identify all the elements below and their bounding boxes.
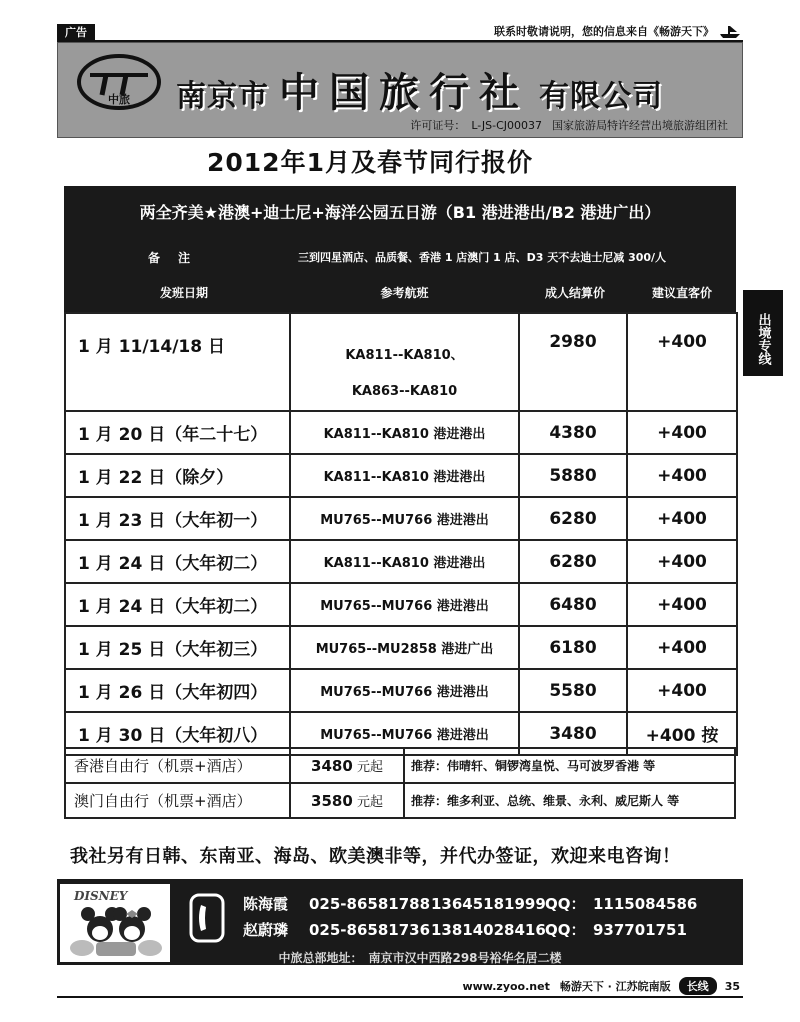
row-date: 1 月 30 日（大年初八） (65, 712, 290, 755)
contact-tel: 025-86581788 (309, 895, 431, 913)
row-date: 1 月 20 日（年二十七） (65, 411, 290, 454)
header-price: 成人结算价 (544, 286, 605, 300)
phone-icon (189, 893, 225, 943)
ad-label: 广告 (57, 24, 95, 41)
disney-text: DISNEY (74, 889, 128, 903)
row-price: 2980 (519, 313, 627, 411)
row-flight (290, 313, 519, 411)
cits-logo-icon (76, 53, 162, 111)
free-travel-price-unit: 元起 (356, 760, 383, 775)
page-footer (462, 977, 740, 995)
footer-rule (57, 996, 743, 998)
table-row (65, 497, 737, 540)
contact-row (243, 919, 687, 940)
row-suggest: +400 (627, 540, 737, 583)
price-table (64, 312, 738, 756)
contact-qq-label: QQ： (545, 895, 586, 913)
address-label: 中旅总部地址： (278, 951, 363, 965)
free-travel-price-value: 3480 (311, 757, 353, 775)
source-notice: 联系时敬请说明，您的信息来自《畅游天下》 (494, 25, 714, 38)
row-flight: MU765--MU766 港进港出 (290, 497, 519, 540)
row-date: 1 月 25 日（大年初三） (65, 626, 290, 669)
company-main: 中国旅行社 (279, 69, 529, 116)
row-price: 4380 (519, 411, 627, 454)
contact-mobile: 13645181999 (431, 895, 546, 913)
table-row (65, 669, 737, 712)
row-flight: MU765--MU2858 港进广出 (290, 626, 519, 669)
contact-mobile: 13814028416 (431, 921, 546, 939)
free-travel-price-unit: 元起 (356, 795, 383, 810)
row-date: 1 月 11/14/18 日 (65, 313, 290, 411)
row-suggest: +400 按 (627, 712, 737, 755)
row-price: 5880 (519, 454, 627, 497)
free-travel-table (64, 747, 736, 819)
row-flight: KA811--KA810 港进港出 (290, 454, 519, 497)
table-row (65, 454, 737, 497)
free-travel-price-value: 3580 (311, 792, 353, 810)
note-label: 备注 (148, 251, 209, 265)
row-suggest: +400 (627, 583, 737, 626)
license-line (410, 117, 728, 133)
table-row (65, 626, 737, 669)
table-row (65, 313, 737, 411)
logo-text: 中旅 (108, 93, 130, 106)
route-title: 两全齐美★港澳+迪士尼+海洋公园五日游（B1 港进港出/B2 港进广出） (139, 203, 661, 222)
hq-address (57, 949, 743, 966)
row-suggest: +400 (627, 454, 737, 497)
row-flight-line: KA811--KA810、 (345, 348, 464, 363)
row-flight-line: KA863--KA810 (351, 384, 458, 399)
row-date: 1 月 24 日（大年初二） (65, 540, 290, 583)
table-row (65, 583, 737, 626)
row-suggest: +400 (627, 669, 737, 712)
free-travel-recommend: 推荐：维多利亚、总统、维景、永利、威尼斯人 等 (404, 783, 735, 818)
contact-qq: 937701751 (593, 921, 687, 939)
row-flight: MU765--MU766 港进港出 (290, 583, 519, 626)
header-date: 发班日期 (159, 286, 208, 300)
license-label: 许可证号： (410, 119, 466, 132)
row-price: 5580 (519, 669, 627, 712)
row-price: 6280 (519, 497, 627, 540)
row-flight: MU765--MU766 港进港出 (290, 669, 519, 712)
contact-tel: 025-86581736 (309, 921, 431, 939)
contact-block (57, 879, 743, 965)
address-value: 南京市汉中西路298号裕华名居二楼 (368, 951, 562, 965)
row-suggest: +400 (627, 626, 737, 669)
row-price: 6480 (519, 583, 627, 626)
table-row (65, 783, 735, 818)
contact-qq: 1115084586 (593, 895, 698, 913)
table-row (65, 748, 735, 783)
side-tab-outbound: 出境专线 (743, 290, 783, 376)
company-suffix: 有限公司 (539, 79, 663, 114)
page-number: 35 (724, 979, 740, 993)
row-suggest: +400 (627, 411, 737, 454)
footer-url[interactable]: www.zyoo.net (462, 979, 550, 993)
license-number: L-JS-CJ00037 (471, 119, 542, 132)
free-travel-recommend: 推荐：伟晴轩、铜锣湾皇悦、马可波罗香港 等 (404, 748, 735, 783)
row-suggest: +400 (627, 497, 737, 540)
page-title: 2012年1月及春节同行报价 (207, 148, 533, 177)
contact-qq-label: QQ： (545, 921, 586, 939)
row-date: 1 月 23 日（大年初一） (65, 497, 290, 540)
route-header-block (64, 186, 736, 312)
row-flight: KA811--KA810 港进港出 (290, 540, 519, 583)
row-suggest: +400 (627, 313, 737, 411)
row-price: 6180 (519, 626, 627, 669)
company-header (57, 42, 743, 138)
other-services: 我社另有日韩、东南亚、海岛、欧美澳非等，并代办签证，欢迎来电咨询！ (70, 846, 681, 867)
row-date: 1 月 22 日（除夕） (65, 454, 290, 497)
table-row (65, 411, 737, 454)
company-name (176, 61, 663, 116)
contact-name: 赵蔚璘 (243, 921, 289, 939)
row-flight: MU765--MU766 港进港出 (290, 712, 519, 755)
contact-row (243, 893, 697, 914)
header-flight: 参考航班 (380, 286, 429, 300)
license-authority: 国家旅游局特许经营出境旅游组团社 (552, 119, 728, 132)
free-travel-price (290, 748, 404, 783)
company-prefix: 南京市 (176, 79, 269, 114)
note-text: 三到四星酒店、品质餐、香港 1 店澳门 1 店、D3 天不去迪士尼减 300/人 (298, 251, 667, 264)
row-date: 1 月 26 日（大年初四） (65, 669, 290, 712)
contact-name: 陈海霞 (243, 895, 289, 913)
footer-publication: 畅游天下 · 江苏皖南版 (559, 980, 671, 993)
boat-icon (718, 22, 742, 40)
header-suggest: 建议直客价 (651, 286, 712, 300)
row-date: 1 月 24 日（大年初二） (65, 583, 290, 626)
free-travel-price (290, 783, 404, 818)
row-price: 6280 (519, 540, 627, 583)
footer-section-tag: 长线 (679, 977, 717, 995)
row-price: 3480 (519, 712, 627, 755)
free-travel-name: 澳门自由行（机票+酒店） (65, 783, 290, 818)
table-row (65, 540, 737, 583)
free-travel-name: 香港自由行（机票+酒店） (65, 748, 290, 783)
row-flight: KA811--KA810 港进港出 (290, 411, 519, 454)
